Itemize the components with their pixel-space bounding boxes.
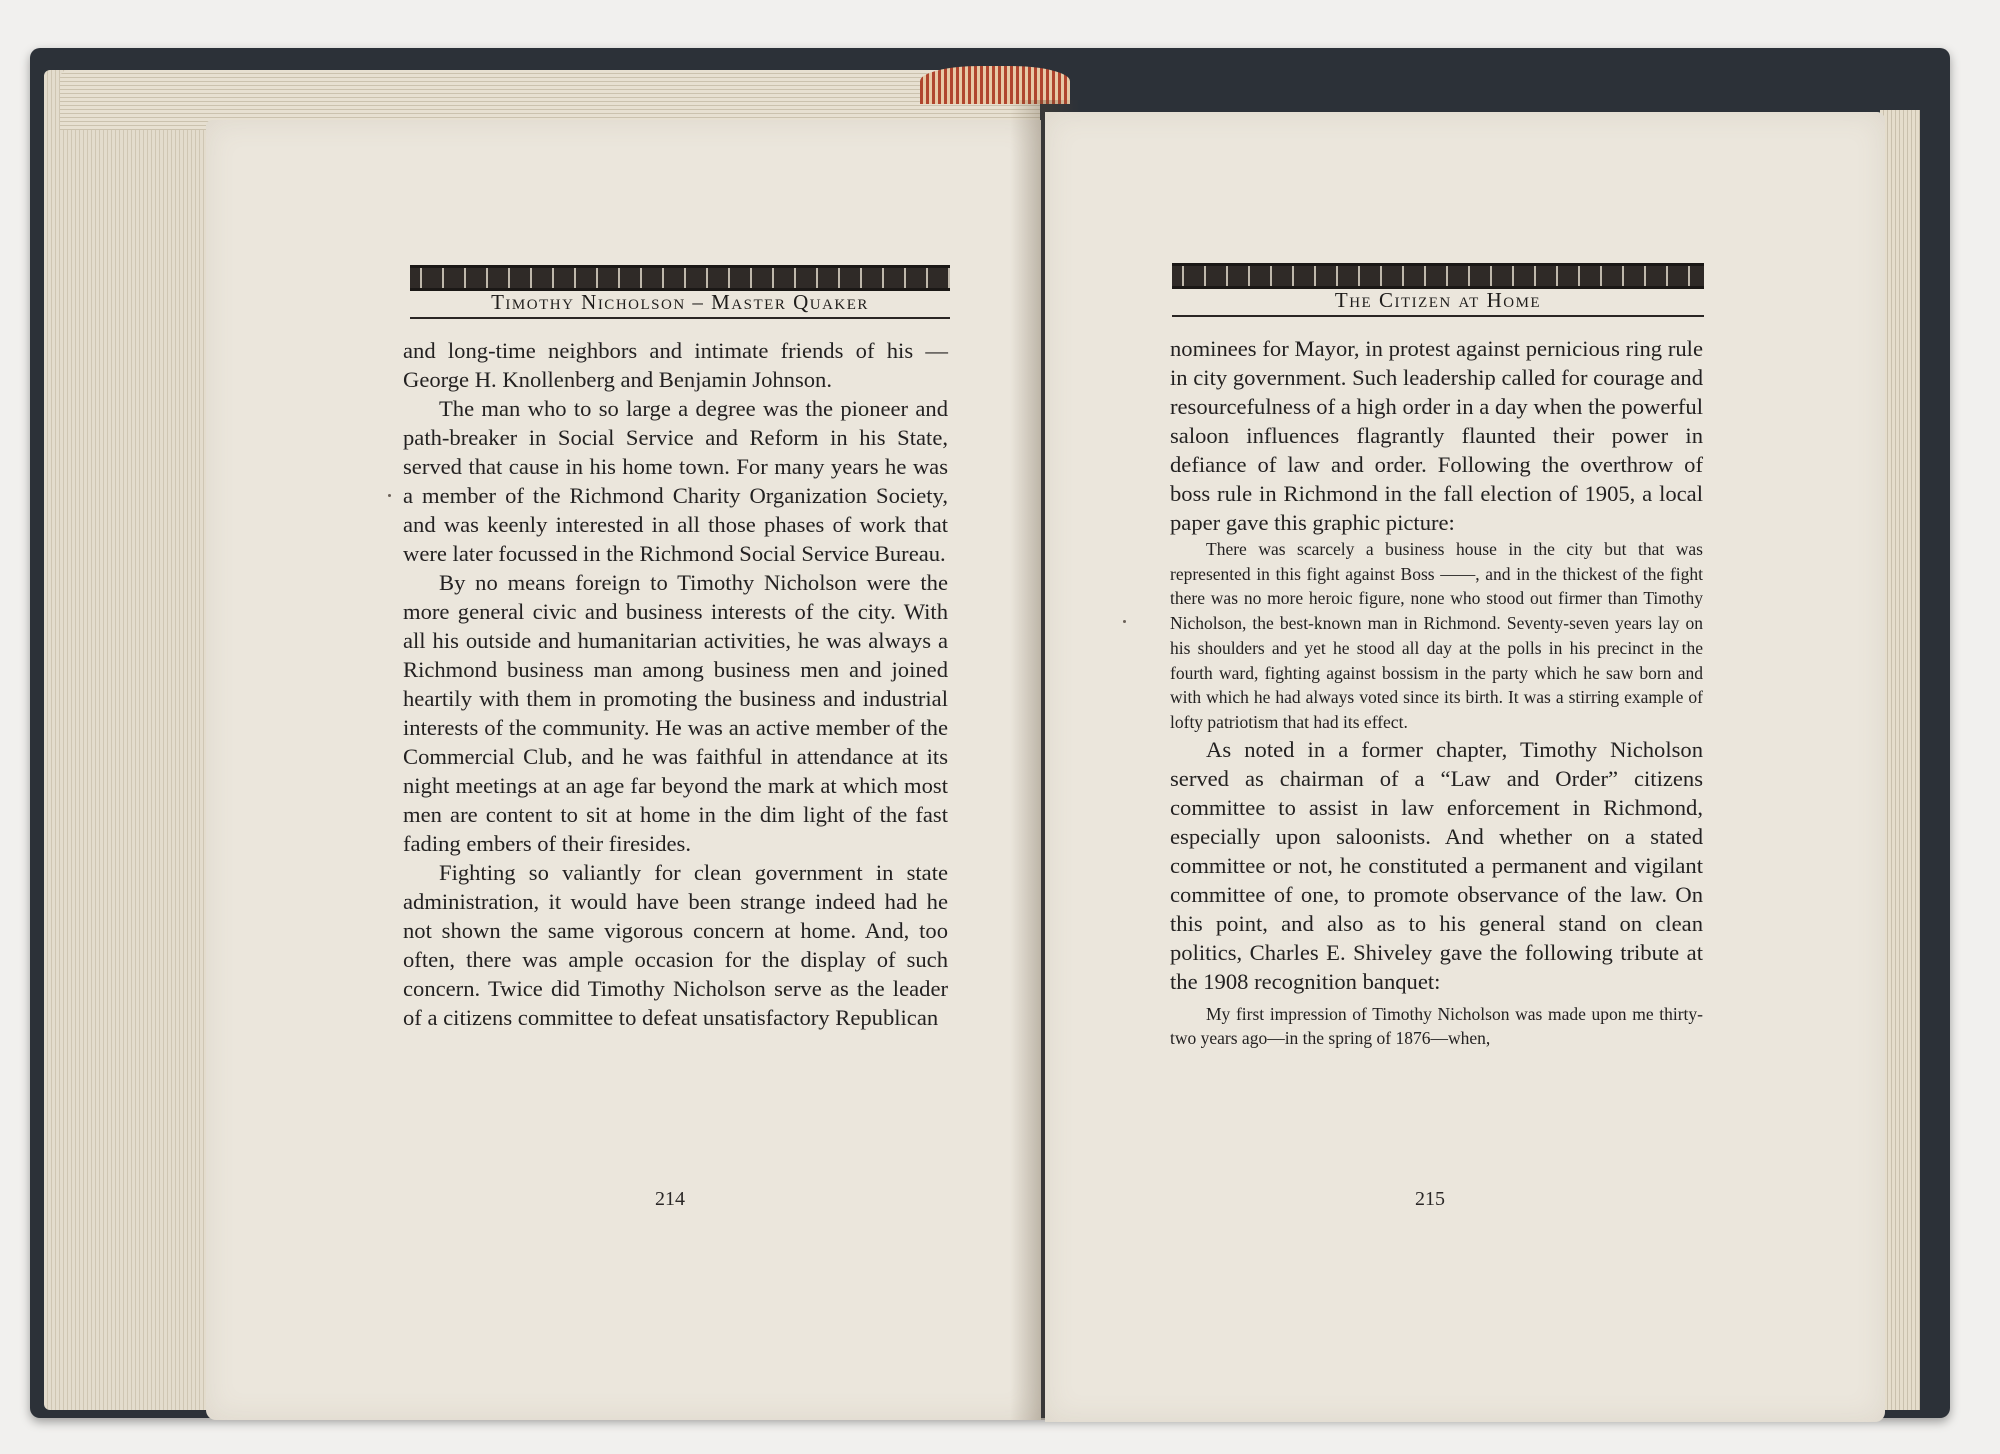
running-head-right: The Citizen at Home [1172,288,1704,317]
margin-mark [388,494,391,497]
running-head-left: Timothy Nicholson – Master Quaker [410,290,950,319]
margin-mark [1123,620,1126,623]
block-quote: There was scarcely a business house in the city but that was represented in this fight against Boss ——, and in the thickest of the fight there was no more heroic figure, none who stood out firmer than Timothy Nicholson, the best-known man in Richmond. Seventy-seven years lay on his shoulders and yet he stood all day at the polls in his precinct in the fourth ward, fighting against bossism in the party which he saw born and with which he had always voted since its birth. It was a stirring example of lofty patriotism that had its effect. [1170,539,1703,732]
paragraph: Fighting so valiantly for clean government in state administration, it would have been strange indeed had he not shown the same vigorous concern at home. And, too often, there was ample occasion for the display of such concern. Twice did Timothy Nicholson serve as the leader of a citizens committee to defeat unsatisfactory Republican [403,860,948,1030]
paragraph: As noted in a former chapter, Timothy Nicholson served as chairman of a “Law and Order” citizens committee to assist in law enforcement in Richmond, especially upon saloonists. And whether on a stated committee or not, he constituted a permanent and vigilant committee of one, to promote observance of the law. On this point, and also as to his general stand on clean politics, Charles E. Shiveley gave the following tribute at the 1908 recognition banquet: [1170,736,1703,994]
ornamental-header-band-left [410,265,950,291]
page-number-right: 215 [1415,1188,1445,1210]
page-number-left: 214 [655,1188,685,1210]
paragraph: nominees for Mayor, in protest against pernicious ring rule in city government. Such leadership called for courage and resourcefulness of a high order in a day when the powerful saloon influences flagrantly flaunted their power in defiance of law and order. Following the overthrow of boss rule in Richmond in the fall election of 1905, a local paper gave this graphic picture: [1170,336,1703,535]
headband [920,66,1070,104]
paragraph: and long-time neighbors and intimate friends of his —George H. Knollenberg and Benjamin Johnson. [403,338,948,392]
paragraph: The man who to so large a degree was the pioneer and path-breaker in Social Service and Reform in his State, served that cause in his home town. For many years he was a member of the Richmond Charity Organization Society, and was keenly interested in all those phases of work that were later focussed in the Richmond Social Service Bureau. [403,396,948,566]
right-page-body [1170,334,1703,1051]
left-page-body [403,336,948,1032]
ornamental-header-band-right [1172,263,1704,289]
page-edges-right [1880,110,1920,1410]
paragraph: By no means foreign to Timothy Nicholson were the more general civic and business interests of the city. With all his outside and humanitarian activities, he was always a Richmond business man among business men and joined heartily with them in promoting the business and industrial interests of the community. He was an active member of the Commercial Club, and he was faithful in attendance at its night meetings at an age far beyond the mark at which most men are content to sit at home in the dim light of the fast fading embers of their firesides. [403,570,948,856]
block-quote: My first impression of Timothy Nicholson was made upon me thirty-two years ago—in the spring of 1876—when, [1170,1003,1703,1049]
